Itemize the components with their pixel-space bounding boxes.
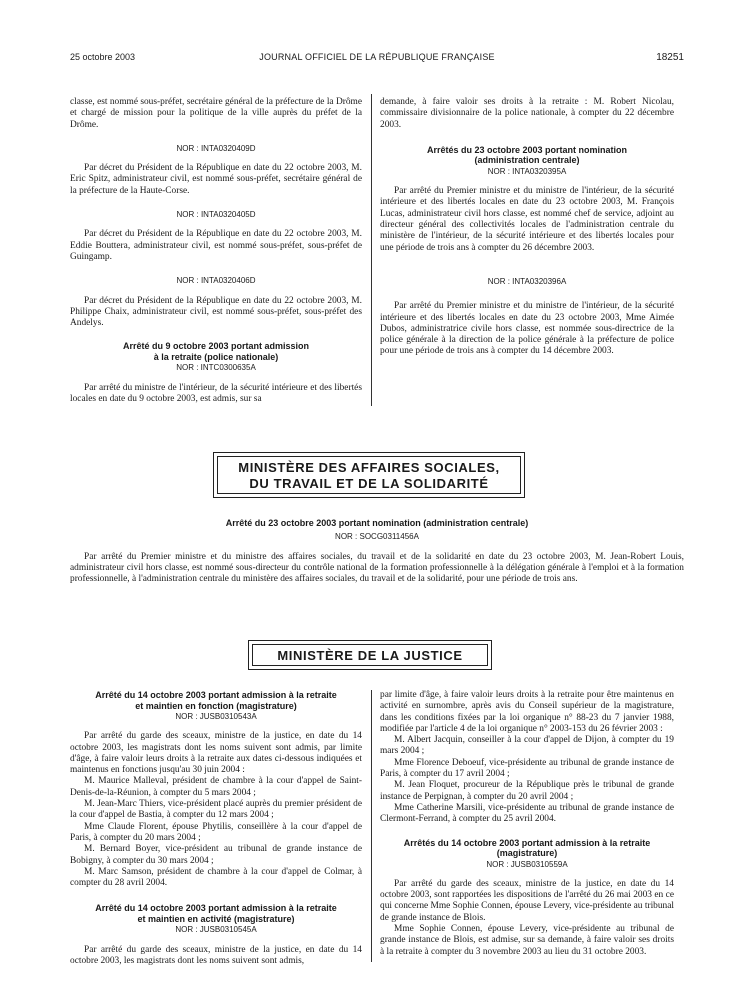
ministry-heading-line1: MINISTÈRE DE LA JUSTICE (277, 648, 463, 663)
paragraph: M. Marc Samson, président de chambre à la cour d'appel de Colmar, à compter du 28 avril 2004. (70, 866, 362, 889)
full-width-section (70, 518, 684, 585)
nor-reference: NOR : SOCG0311456A (335, 532, 419, 542)
paragraph: Par arrêté du Premier ministre et du ministre de l'intérieur, de la sécurité intérieure et des libertés locales en date du 23 octobre 2003, Mme Aimée Dubos, administratrice civile hors classe, est nommée sous-directrice de la police générale à la direction de la police générale à la préfecture de police pour une période de trois ans à compter du 14 décembre 2003. (380, 301, 674, 357)
page-number: 18251 (656, 52, 684, 63)
paragraph: Par décret du Président de la République en date du 22 octobre 2003, M. Philippe Chaix, administrateur civil, est nommé sous-préfet, sous-préfet des Andelys. (70, 295, 362, 329)
paragraph: Par décret du Président de la République en date du 22 octobre 2003, M. Eric Spitz, administrateur civil, est nommé sous-préfet, secrétaire général de la préfecture de la Haute-Corse. (70, 163, 362, 196)
decree-title-line2: (magistrature) (496, 848, 558, 859)
paragraph: Mme Sophie Connen, épouse Levery, vice-présidente au tribunal de grande instance de Blois, est admise, sur sa demande, à faire valoir ses droits à la retraite à compter du 3 novembre 2003 au lieu du 31 octobre 2003. (380, 924, 674, 957)
nor-reference: NOR : INTA0320409D (176, 143, 256, 153)
issue-date: 25 octobre 2003 (70, 52, 136, 62)
decree-title: Arrêtés du 23 octobre 2003 portant nomination (426, 144, 628, 155)
left-column-bottom (70, 690, 362, 967)
paragraph: classe, est nommé sous-préfet, secrétaire général de la préfecture de la Drôme et chargé de mission pour la politique de la ville auprès du préfet de la Drôme. (70, 97, 362, 130)
nor-reference: NOR : INTA0320395A (487, 166, 567, 176)
nor-reference: NOR : JUSB0310545A (175, 925, 257, 935)
nor-reference: NOR : INTA0320405D (176, 210, 256, 220)
nor-reference: NOR : INTA0320406D (176, 276, 256, 286)
nor-reference: NOR : JUSB0310559A (486, 859, 568, 869)
page-header (70, 52, 684, 66)
paragraph: Par arrêté du garde des sceaux, ministre de la justice, en date du 14 octobre 2003, sont rapportées les dispositions de l'arrêté du 26 mai 2003 en ce qui concerne Mme Sophie Connen, épouse Levery, vice-présidente au tribunal de grande instance de Blois. (380, 878, 674, 923)
decree-title-line2: et maintien en fonction (magistrature) (135, 700, 297, 711)
column-divider (371, 690, 372, 962)
paragraph: Par arrêté du garde des sceaux, ministre de la justice, en date du 14 octobre 2003, les magistrats dont les noms suivent sont admis, par limite d'âge, à faire valoir leurs droits à la retraite aux dates ci-dessous indiquées et maintenus en fonctions jusqu'au 30 juin 2004 : (70, 731, 362, 776)
paragraph: Par arrêté du garde des sceaux, ministre de la justice, en date du 14 octobre 2003, les magistrats dont les noms suivent sont admis, (70, 944, 362, 967)
right-column-top (380, 97, 674, 358)
paragraph: demande, à faire valoir ses droits à la retraite : M. Robert Nicolau, commissaire divisionnaire de la police nationale, à compter du 22 décembre 2003. (380, 97, 674, 130)
ministry-heading-line2: DU TRAVAIL ET DE LA SOLIDARITÉ (249, 476, 489, 491)
paragraph: Par arrêté du ministre de l'intérieur, de la sécurité intérieure et des libertés locales en date du 9 octobre 2003, est admis, sur sa (70, 382, 362, 405)
paragraph: Par arrêté du Premier ministre et du ministre des affaires sociales, du travail et de la solidarité en date du 23 octobre 2003, M. Jean-Robert Louis, administrateur civil hors classe, est nommé sous-directeur du contrôle national de la formation professionnelle à la délégation générale à l'emploi et à la formation professionnelle, à l'administration centrale du ministère des affaires sociales, du travail et de la solidarité, pour une période de trois ans. (70, 551, 684, 585)
paragraph: M. Jean Floquet, procureur de la République près le tribunal de grande instance de Perpignan, à compter du 20 avril 2004 ; (380, 780, 674, 802)
ministry-heading-justice (248, 640, 492, 670)
paragraph: par limite d'âge, à faire valoir leurs droits à la retraite pour être maintenus en activité en surnombre, après avis du Conseil supérieur de la magistrature, dans les conditions fixées par la loi organique n° 88-23 du 7 janvier 1988, modifiée par l'article 4 de la loi organique n° 2003-153 du 26 février 2003 : (380, 690, 674, 734)
nor-reference: NOR : INTC0300635A (176, 363, 256, 373)
decree-title-line2: à la retraite (police nationale) (153, 351, 279, 362)
paragraph: Mme Florence Deboeuf, vice-présidente au tribunal de grande instance de Paris, à compter du 17 avril 2004 ; (380, 757, 674, 780)
ministry-heading-line1: MINISTÈRE DES AFFAIRES SOCIALES, (238, 460, 500, 475)
nor-reference: NOR : INTA0320396A (487, 276, 567, 286)
paragraph: M. Maurice Malleval, président de chambre à la cour d'appel de Saint-Denis-de-la-Réunion, à compter du 5 mars 2004 ; (70, 776, 362, 798)
paragraph: M. Albert Jacquin, conseiller à la cour d'appel de Dijon, à compter du 19 mars 2004 ; (380, 735, 674, 757)
decree-title-line2: (administration centrale) (474, 155, 580, 166)
paragraph: M. Jean-Marc Thiers, vice-président placé auprès du premier président de la cour d'appel de Bastia, à compter du 12 mars 2004 ; (70, 799, 362, 821)
journal-title: JOURNAL OFFICIEL DE LA RÉPUBLIQUE FRANÇAISE (259, 52, 495, 62)
column-divider (371, 94, 372, 406)
right-column-bottom (380, 690, 674, 958)
paragraph: Mme Claude Florent, épouse Phytilis, conseillère à la cour d'appel de Paris, à compter du 20 mars 2004 ; (70, 821, 362, 843)
decree-title: Arrêtés du 14 octobre 2003 portant admission à la retraite (403, 837, 651, 848)
paragraph: M. Bernard Boyer, vice-président au tribunal de grande instance de Bobigny, à compter du 30 mars 2004 ; (70, 844, 362, 866)
decree-title: Arrêté du 14 octobre 2003 portant admission à la retraite (95, 690, 337, 700)
paragraph: Par décret du Président de la République en date du 22 octobre 2003, M. Eddie Bouttera, administrateur civil, est nommé sous-préfet, sous-préfet de Guingamp. (70, 229, 362, 262)
decree-title-line2: et maintien en activité (magistrature) (137, 913, 295, 924)
left-column-top (70, 97, 362, 405)
decree-title: Arrêté du 9 octobre 2003 portant admission (122, 341, 310, 352)
decree-title: Arrêté du 23 octobre 2003 portant nomination (administration centrale) (225, 518, 529, 528)
nor-reference: NOR : JUSB0310543A (175, 712, 257, 721)
decree-title: Arrêté du 14 octobre 2003 portant admission à la retraite (95, 903, 337, 914)
paragraph: Mme Catherine Marsili, vice-présidente au tribunal de grande instance de Clermont-Ferrand, à compter du 25 avril 2004. (380, 802, 674, 825)
paragraph: Par arrêté du Premier ministre et du ministre de l'intérieur, de la sécurité intérieure et des libertés locales en date du 23 octobre 2003, M. François Lucas, administrateur civil hors classe, est nommé chef de service, adjoint au directeur général des collectivités locales de l'administration centrale du ministère de l'intérieur, de la sécurité intérieure et des libertés locales pour une période de trois ans à compter du 26 décembre 2003. (380, 186, 674, 253)
ministry-heading-social-affairs (213, 452, 525, 498)
